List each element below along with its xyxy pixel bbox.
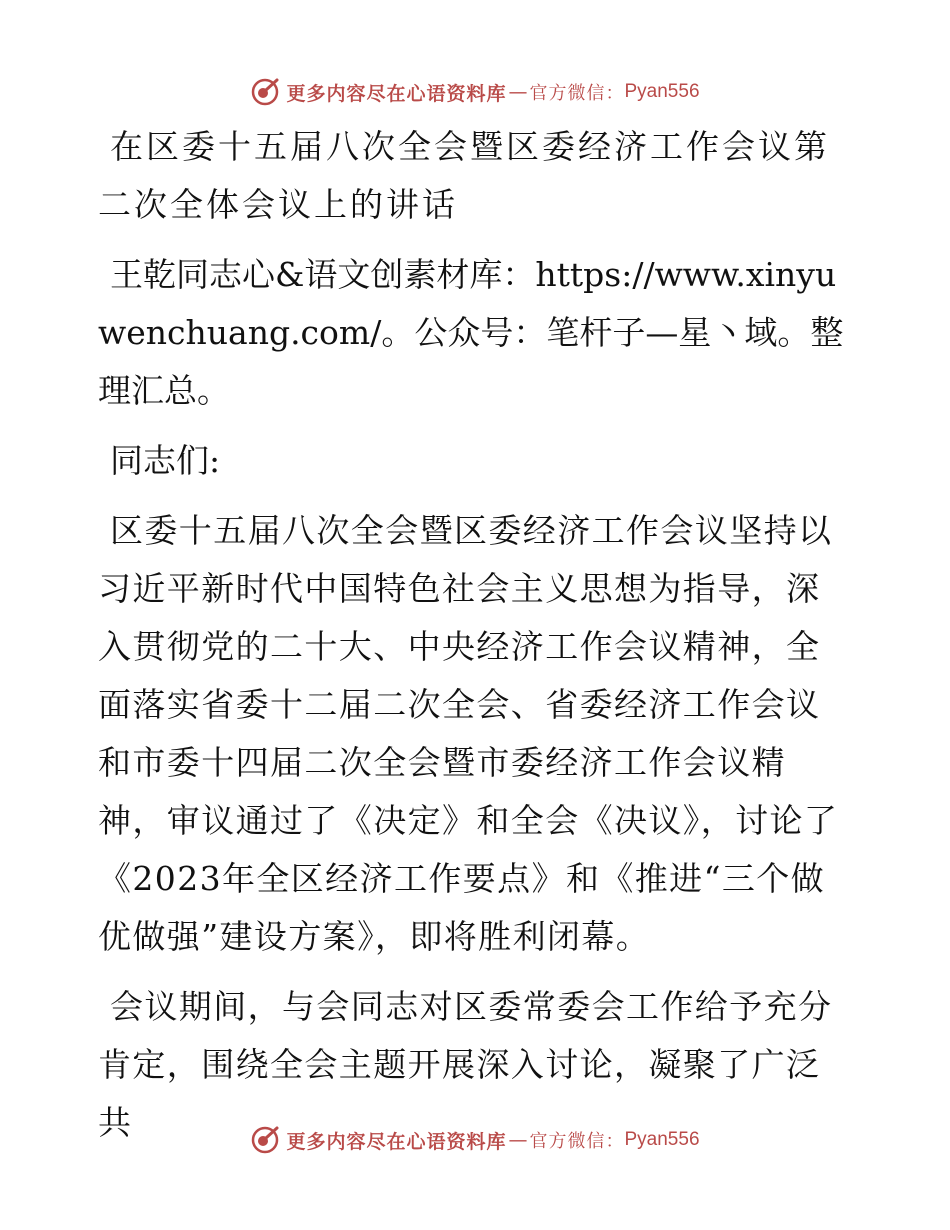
document-body	[98, 118, 850, 1164]
footer-banner	[0, 1120, 950, 1160]
banner-dash: —	[508, 1129, 528, 1151]
brush-logo-icon	[250, 77, 280, 107]
document-paragraph-1: 区委十五届八次全会暨区委经济工作会议坚持以习近平新时代中国特色社会主义思想为指导，深入贯彻党的二十大、中央经济工作会议精神，全面落实省委十二届二次全会、省委经济工作会议和市委十四届二次全会暨市委经济工作会议精神，审议通过了《决定》和全会《决议》，讨论了《2023年全区经济工作要点》和《推进“三个做优做强”建设方案》，即将胜利闭幕。	[98, 511, 839, 956]
document-paragraph-2: 会议期间，与会同志对区委常委会工作给予充分肯定，围绕全会主题开展深入讨论，凝聚了广泛共	[98, 987, 833, 1142]
banner-text: 更多内容尽在心语资料库	[286, 1130, 507, 1153]
banner-dash: —	[508, 81, 528, 103]
header-banner	[0, 72, 950, 112]
banner-wechat-label: 官方微信：	[529, 1131, 625, 1152]
banner-wechat-id: Pyan556	[624, 81, 700, 102]
document-byline: 王乾同志心&语文创素材库：https://www.xinyuwenchuang.com/。公众号：笔杆子—星丶域。整理汇总。	[98, 255, 844, 410]
banner-text: 更多内容尽在心语资料库	[286, 82, 507, 105]
document-salutation: 同志们:	[110, 441, 221, 480]
banner-wechat-label: 官方微信：	[529, 83, 625, 104]
brush-logo-icon	[250, 1125, 280, 1155]
banner-wechat-id: Pyan556	[624, 1129, 700, 1150]
document-title: 在区委十五届八次全会暨区委经济工作会议第二次全体会议上的讲话	[98, 127, 830, 224]
